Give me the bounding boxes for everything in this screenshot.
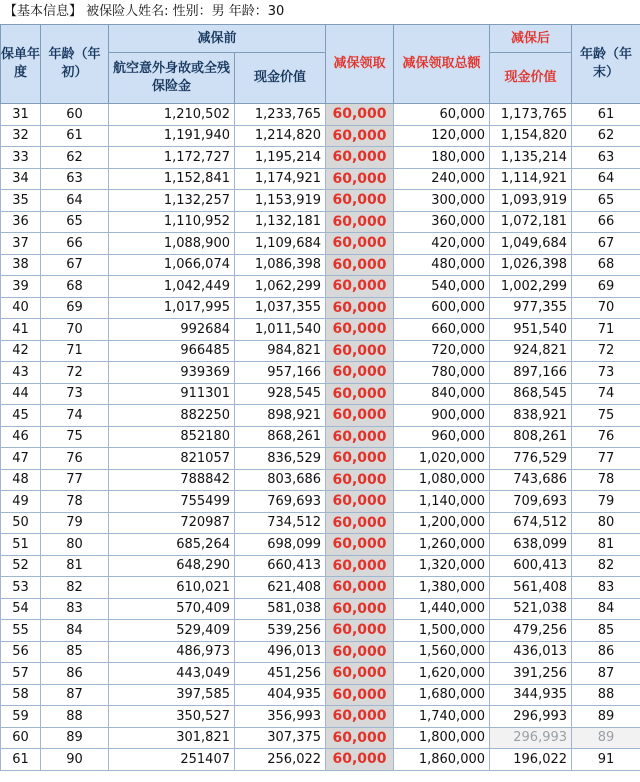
cash-value-after-cell: 1,114,921 [490, 168, 572, 190]
insured-amount-cell: 1,172,727 [109, 147, 235, 169]
reduction-withdrawal-cell: 60,000 [326, 727, 394, 749]
policy-year-cell: 52 [1, 555, 41, 577]
total-withdrawal-cell: 1,680,000 [394, 684, 490, 706]
total-withdrawal-cell: 1,500,000 [394, 620, 490, 642]
age-end-cell: 73 [572, 362, 640, 384]
policy-year-cell: 48 [1, 469, 41, 491]
cash-value-before-cell: 898,921 [235, 405, 326, 427]
table-row [1, 512, 640, 534]
age-end-cell: 85 [572, 620, 640, 642]
table-body [1, 104, 640, 771]
reduction-withdrawal-cell: 60,000 [326, 362, 394, 384]
cash-value-after-cell: 561,408 [490, 577, 572, 599]
age-start-cell: 79 [41, 512, 109, 534]
reduction-withdrawal-cell: 60,000 [326, 620, 394, 642]
age-start-cell: 66 [41, 233, 109, 255]
cash-value-before-cell: 1,037,355 [235, 297, 326, 319]
cash-value-after-cell: 951,540 [490, 319, 572, 341]
total-withdrawal-cell: 1,380,000 [394, 577, 490, 599]
insured-amount-cell: 720987 [109, 512, 235, 534]
cash-value-before-cell: 660,413 [235, 555, 326, 577]
table-row [1, 297, 640, 319]
insured-amount-cell: 1,066,074 [109, 254, 235, 276]
insured-amount-cell: 755499 [109, 491, 235, 513]
policy-year-cell: 55 [1, 620, 41, 642]
reduction-withdrawal-cell: 60,000 [326, 512, 394, 534]
cash-value-before-cell: 1,132,181 [235, 211, 326, 233]
age-end-cell: 83 [572, 577, 640, 599]
policy-year-cell: 58 [1, 684, 41, 706]
cash-value-after-cell: 1,173,765 [490, 104, 572, 126]
total-withdrawal-cell: 540,000 [394, 276, 490, 298]
insured-amount-cell: 251407 [109, 749, 235, 771]
insured-amount-cell: 992684 [109, 319, 235, 341]
cash-value-after-cell: 709,693 [490, 491, 572, 513]
cash-value-before-cell: 1,233,765 [235, 104, 326, 126]
age-end-cell: 61 [572, 104, 640, 126]
reduction-withdrawal-cell: 60,000 [326, 555, 394, 577]
cash-value-after-cell: 743,686 [490, 469, 572, 491]
cash-value-before-cell: 1,086,398 [235, 254, 326, 276]
age-start-cell: 77 [41, 469, 109, 491]
reduction-withdrawal-cell: 60,000 [326, 254, 394, 276]
insured-amount-cell: 882250 [109, 405, 235, 427]
reduction-withdrawal-cell: 60,000 [326, 749, 394, 771]
cash-value-before-cell: 803,686 [235, 469, 326, 491]
table-row [1, 233, 640, 255]
policy-year-cell: 38 [1, 254, 41, 276]
header-cash-value-before: 现金价值 [235, 53, 326, 104]
header-cash-value-after: 现金价值 [490, 53, 572, 104]
cash-value-before-cell: 451,256 [235, 663, 326, 685]
table-row [1, 663, 640, 685]
age-end-cell: 66 [572, 211, 640, 233]
age-start-cell: 90 [41, 749, 109, 771]
header-after-group: 减保后 [490, 25, 572, 53]
total-withdrawal-cell: 1,260,000 [394, 534, 490, 556]
table-row [1, 469, 640, 491]
age-end-cell: 86 [572, 641, 640, 663]
age-end-cell: 87 [572, 663, 640, 685]
age-end-cell: 79 [572, 491, 640, 513]
header-reduction-withdrawal: 减保领取 [326, 25, 394, 104]
reduction-withdrawal-cell: 60,000 [326, 190, 394, 212]
policy-year-cell: 49 [1, 491, 41, 513]
total-withdrawal-cell: 840,000 [394, 383, 490, 405]
table-row [1, 254, 640, 276]
reduction-withdrawal-cell: 60,000 [326, 125, 394, 147]
table-row [1, 684, 640, 706]
policy-year-cell: 35 [1, 190, 41, 212]
cash-value-before-cell: 256,022 [235, 749, 326, 771]
insured-amount-cell: 1,042,449 [109, 276, 235, 298]
table-row [1, 426, 640, 448]
reduction-withdrawal-cell: 60,000 [326, 211, 394, 233]
total-withdrawal-cell: 240,000 [394, 168, 490, 190]
total-withdrawal-cell: 60,000 [394, 104, 490, 126]
age-start-cell: 75 [41, 426, 109, 448]
policy-year-cell: 61 [1, 749, 41, 771]
insured-amount-cell: 821057 [109, 448, 235, 470]
total-withdrawal-cell: 420,000 [394, 233, 490, 255]
table-row [1, 362, 640, 384]
age-end-cell: 89 [572, 706, 640, 728]
cash-value-after-cell: 479,256 [490, 620, 572, 642]
table-row [1, 340, 640, 362]
cash-value-after-cell: 196,022 [490, 749, 572, 771]
reduction-withdrawal-cell: 60,000 [326, 706, 394, 728]
policy-year-cell: 40 [1, 297, 41, 319]
policy-year-cell: 51 [1, 534, 41, 556]
table-row [1, 147, 640, 169]
age-end-cell: 82 [572, 555, 640, 577]
table-row [1, 749, 640, 771]
table-row [1, 319, 640, 341]
age-start-cell: 83 [41, 598, 109, 620]
age-start-cell: 84 [41, 620, 109, 642]
total-withdrawal-cell: 660,000 [394, 319, 490, 341]
table-row [1, 276, 640, 298]
table-row [1, 555, 640, 577]
reduction-withdrawal-cell: 60,000 [326, 448, 394, 470]
age-start-cell: 88 [41, 706, 109, 728]
reduction-withdrawal-cell: 60,000 [326, 405, 394, 427]
age-start-cell: 78 [41, 491, 109, 513]
reduction-withdrawal-cell: 60,000 [326, 684, 394, 706]
cash-value-after-cell: 296,993 [490, 727, 572, 749]
cash-value-after-cell: 436,013 [490, 641, 572, 663]
insured-amount-cell: 1,210,502 [109, 104, 235, 126]
reduction-withdrawal-cell: 60,000 [326, 534, 394, 556]
policy-year-cell: 43 [1, 362, 41, 384]
cash-value-before-cell: 1,214,820 [235, 125, 326, 147]
table-row [1, 104, 640, 126]
table-row [1, 190, 640, 212]
cash-value-after-cell: 838,921 [490, 405, 572, 427]
insured-amount-cell: 685,264 [109, 534, 235, 556]
cash-value-before-cell: 836,529 [235, 448, 326, 470]
age-end-cell: 74 [572, 383, 640, 405]
reduction-withdrawal-cell: 60,000 [326, 297, 394, 319]
age-end-cell: 69 [572, 276, 640, 298]
cash-value-after-cell: 776,529 [490, 448, 572, 470]
policy-year-cell: 53 [1, 577, 41, 599]
cash-value-before-cell: 496,013 [235, 641, 326, 663]
age-end-cell: 88 [572, 684, 640, 706]
age-start-cell: 73 [41, 383, 109, 405]
cash-value-after-cell: 1,002,299 [490, 276, 572, 298]
header-policy-year: 保单年度 [1, 25, 41, 104]
policy-year-cell: 59 [1, 706, 41, 728]
total-withdrawal-cell: 1,440,000 [394, 598, 490, 620]
age-end-cell: 63 [572, 147, 640, 169]
reduction-withdrawal-cell: 60,000 [326, 491, 394, 513]
age-start-cell: 86 [41, 663, 109, 685]
insured-amount-cell: 350,527 [109, 706, 235, 728]
cash-value-before-cell: 621,408 [235, 577, 326, 599]
cash-value-after-cell: 1,154,820 [490, 125, 572, 147]
age-start-cell: 80 [41, 534, 109, 556]
table-row [1, 620, 640, 642]
age-start-cell: 72 [41, 362, 109, 384]
policy-year-cell: 50 [1, 512, 41, 534]
age-start-cell: 70 [41, 319, 109, 341]
age-start-cell: 67 [41, 254, 109, 276]
total-withdrawal-cell: 1,620,000 [394, 663, 490, 685]
cash-value-before-cell: 539,256 [235, 620, 326, 642]
total-withdrawal-cell: 1,740,000 [394, 706, 490, 728]
policy-year-cell: 45 [1, 405, 41, 427]
insured-amount-cell: 486,973 [109, 641, 235, 663]
age-end-cell: 62 [572, 125, 640, 147]
policy-year-cell: 34 [1, 168, 41, 190]
age-start-cell: 69 [41, 297, 109, 319]
cash-value-after-cell: 1,072,181 [490, 211, 572, 233]
cash-value-before-cell: 1,011,540 [235, 319, 326, 341]
cash-value-after-cell: 296,993 [490, 706, 572, 728]
policy-year-cell: 60 [1, 727, 41, 749]
total-withdrawal-cell: 480,000 [394, 254, 490, 276]
cash-value-before-cell: 1,109,684 [235, 233, 326, 255]
insured-amount-cell: 788842 [109, 469, 235, 491]
header-age-end: 年龄（年末） [572, 25, 640, 104]
age-start-cell: 68 [41, 276, 109, 298]
cash-value-after-cell: 1,093,919 [490, 190, 572, 212]
insured-amount-cell: 1,152,841 [109, 168, 235, 190]
header-total-withdrawal: 减保领取总额 [394, 25, 490, 104]
cash-value-before-cell: 957,166 [235, 362, 326, 384]
policy-year-cell: 31 [1, 104, 41, 126]
cash-value-before-cell: 734,512 [235, 512, 326, 534]
age-start-cell: 82 [41, 577, 109, 599]
insured-amount-cell: 397,585 [109, 684, 235, 706]
age-end-cell: 70 [572, 297, 640, 319]
table-row [1, 534, 640, 556]
table-row [1, 598, 640, 620]
age-start-cell: 89 [41, 727, 109, 749]
reduction-withdrawal-cell: 60,000 [326, 577, 394, 599]
table-row [1, 577, 640, 599]
age-start-cell: 61 [41, 125, 109, 147]
reduction-withdrawal-cell: 60,000 [326, 319, 394, 341]
total-withdrawal-cell: 720,000 [394, 340, 490, 362]
insured-amount-cell: 610,021 [109, 577, 235, 599]
total-withdrawal-cell: 1,560,000 [394, 641, 490, 663]
age-end-cell: 75 [572, 405, 640, 427]
age-start-cell: 71 [41, 340, 109, 362]
age-end-cell: 72 [572, 340, 640, 362]
total-withdrawal-cell: 600,000 [394, 297, 490, 319]
policy-year-cell: 56 [1, 641, 41, 663]
age-start-cell: 60 [41, 104, 109, 126]
cash-value-before-cell: 356,993 [235, 706, 326, 728]
insured-amount-cell: 443,049 [109, 663, 235, 685]
total-withdrawal-cell: 1,140,000 [394, 491, 490, 513]
insured-amount-cell: 1,017,995 [109, 297, 235, 319]
policy-year-cell: 36 [1, 211, 41, 233]
age-end-cell: 64 [572, 168, 640, 190]
total-withdrawal-cell: 1,860,000 [394, 749, 490, 771]
cash-value-before-cell: 1,062,299 [235, 276, 326, 298]
insured-amount-cell: 1,191,940 [109, 125, 235, 147]
header-insured-amount: 航空意外身故或全残保险金 [109, 53, 235, 104]
cash-value-before-cell: 769,693 [235, 491, 326, 513]
policy-year-cell: 32 [1, 125, 41, 147]
total-withdrawal-cell: 900,000 [394, 405, 490, 427]
cash-value-after-cell: 868,545 [490, 383, 572, 405]
policy-year-cell: 54 [1, 598, 41, 620]
age-end-cell: 71 [572, 319, 640, 341]
cash-value-before-cell: 1,153,919 [235, 190, 326, 212]
total-withdrawal-cell: 780,000 [394, 362, 490, 384]
total-withdrawal-cell: 1,800,000 [394, 727, 490, 749]
age-start-cell: 62 [41, 147, 109, 169]
cash-value-before-cell: 1,174,921 [235, 168, 326, 190]
age-start-cell: 65 [41, 211, 109, 233]
table-row [1, 641, 640, 663]
reduction-withdrawal-cell: 60,000 [326, 383, 394, 405]
policy-year-cell: 41 [1, 319, 41, 341]
age-start-cell: 76 [41, 448, 109, 470]
insured-amount-cell: 966485 [109, 340, 235, 362]
policy-year-cell: 46 [1, 426, 41, 448]
policy-year-cell: 44 [1, 383, 41, 405]
policy-year-cell: 39 [1, 276, 41, 298]
reduction-withdrawal-cell: 60,000 [326, 663, 394, 685]
reduction-withdrawal-cell: 60,000 [326, 104, 394, 126]
cash-value-after-cell: 391,256 [490, 663, 572, 685]
insured-amount-cell: 301,821 [109, 727, 235, 749]
reduction-withdrawal-cell: 60,000 [326, 340, 394, 362]
age-end-cell: 76 [572, 426, 640, 448]
total-withdrawal-cell: 960,000 [394, 426, 490, 448]
age-start-cell: 81 [41, 555, 109, 577]
insured-amount-cell: 911301 [109, 383, 235, 405]
total-withdrawal-cell: 300,000 [394, 190, 490, 212]
age-end-cell: 67 [572, 233, 640, 255]
cash-value-after-cell: 1,026,398 [490, 254, 572, 276]
age-start-cell: 63 [41, 168, 109, 190]
age-start-cell: 64 [41, 190, 109, 212]
table-row [1, 211, 640, 233]
policy-year-cell: 37 [1, 233, 41, 255]
insured-amount-cell: 1,132,257 [109, 190, 235, 212]
reduction-table [0, 24, 640, 771]
insured-amount-cell: 529,409 [109, 620, 235, 642]
table-row [1, 125, 640, 147]
header-before-group: 减保前 [109, 25, 326, 53]
cash-value-after-cell: 1,049,684 [490, 233, 572, 255]
cash-value-after-cell: 600,413 [490, 555, 572, 577]
age-start-cell: 74 [41, 405, 109, 427]
cash-value-after-cell: 808,261 [490, 426, 572, 448]
policy-year-cell: 42 [1, 340, 41, 362]
age-end-cell: 68 [572, 254, 640, 276]
table-row [1, 448, 640, 470]
cash-value-before-cell: 928,545 [235, 383, 326, 405]
total-withdrawal-cell: 180,000 [394, 147, 490, 169]
cash-value-before-cell: 307,375 [235, 727, 326, 749]
insured-amount-cell: 1,088,900 [109, 233, 235, 255]
table-row [1, 405, 640, 427]
reduction-withdrawal-cell: 60,000 [326, 598, 394, 620]
insured-amount-cell: 939369 [109, 362, 235, 384]
total-withdrawal-cell: 360,000 [394, 211, 490, 233]
reduction-withdrawal-cell: 60,000 [326, 168, 394, 190]
cash-value-before-cell: 1,195,214 [235, 147, 326, 169]
total-withdrawal-cell: 1,080,000 [394, 469, 490, 491]
cash-value-after-cell: 897,166 [490, 362, 572, 384]
cash-value-after-cell: 674,512 [490, 512, 572, 534]
reduction-withdrawal-cell: 60,000 [326, 147, 394, 169]
insured-amount-cell: 1,110,952 [109, 211, 235, 233]
total-withdrawal-cell: 120,000 [394, 125, 490, 147]
reduction-withdrawal-cell: 60,000 [326, 641, 394, 663]
total-withdrawal-cell: 1,320,000 [394, 555, 490, 577]
cash-value-after-cell: 1,135,214 [490, 147, 572, 169]
age-end-cell: 65 [572, 190, 640, 212]
table-row [1, 727, 640, 749]
policy-year-cell: 47 [1, 448, 41, 470]
age-end-cell: 77 [572, 448, 640, 470]
policy-year-cell: 57 [1, 663, 41, 685]
reduction-withdrawal-cell: 60,000 [326, 469, 394, 491]
age-start-cell: 85 [41, 641, 109, 663]
age-end-cell: 81 [572, 534, 640, 556]
table-row [1, 491, 640, 513]
cash-value-before-cell: 404,935 [235, 684, 326, 706]
cash-value-before-cell: 984,821 [235, 340, 326, 362]
age-end-cell: 80 [572, 512, 640, 534]
cash-value-after-cell: 344,935 [490, 684, 572, 706]
cash-value-before-cell: 581,038 [235, 598, 326, 620]
total-withdrawal-cell: 1,020,000 [394, 448, 490, 470]
total-withdrawal-cell: 1,200,000 [394, 512, 490, 534]
reduction-withdrawal-cell: 60,000 [326, 426, 394, 448]
table-row [1, 168, 640, 190]
cash-value-before-cell: 868,261 [235, 426, 326, 448]
insured-amount-cell: 570,409 [109, 598, 235, 620]
cash-value-after-cell: 521,038 [490, 598, 572, 620]
info-bar: 【基本信息】 被保险人姓名: 性别：男 年龄：30 [4, 4, 285, 19]
header-age-start: 年龄（年初） [41, 25, 109, 104]
reduction-withdrawal-cell: 60,000 [326, 233, 394, 255]
insured-amount-cell: 852180 [109, 426, 235, 448]
age-end-cell: 91 [572, 749, 640, 771]
cash-value-after-cell: 638,099 [490, 534, 572, 556]
cash-value-before-cell: 698,099 [235, 534, 326, 556]
age-start-cell: 87 [41, 684, 109, 706]
age-end-cell: 89 [572, 727, 640, 749]
table-row [1, 706, 640, 728]
age-end-cell: 84 [572, 598, 640, 620]
table-row [1, 383, 640, 405]
cash-value-after-cell: 977,355 [490, 297, 572, 319]
reduction-withdrawal-cell: 60,000 [326, 276, 394, 298]
cash-value-after-cell: 924,821 [490, 340, 572, 362]
insured-amount-cell: 648,290 [109, 555, 235, 577]
age-end-cell: 78 [572, 469, 640, 491]
policy-year-cell: 33 [1, 147, 41, 169]
